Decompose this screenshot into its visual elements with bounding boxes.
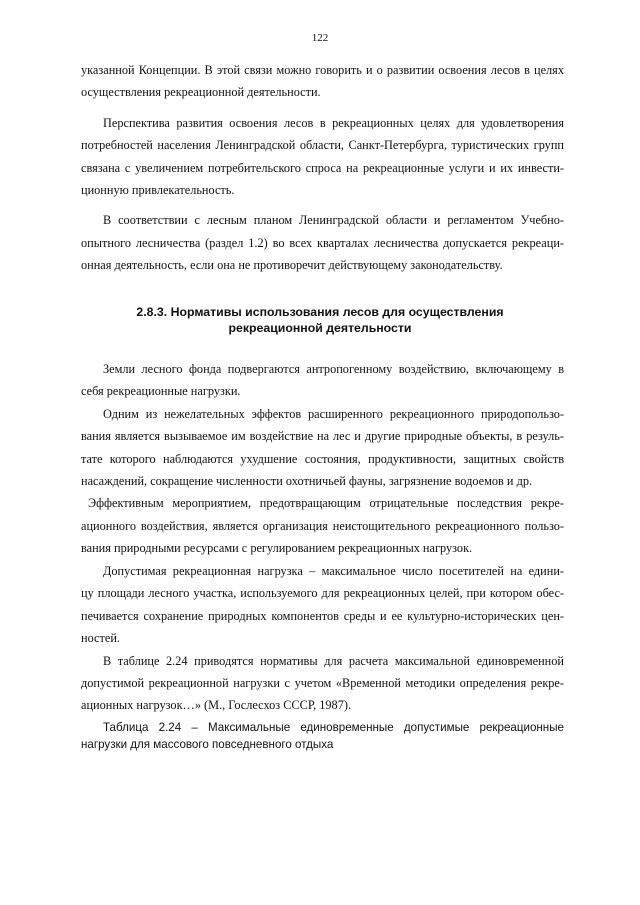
text-line: Одним из нежелательных эффектов расширенного рекреационного природопользо-	[103, 407, 564, 421]
text-line: онная деятельность, если она не противоречит действующему законодательству.	[81, 258, 503, 272]
heading-line: 2.8.3. Нормативы использования лесов для осуществления	[136, 305, 504, 319]
text-line: связана с увеличением потребительского спроса на рекреационные услуги и их инвести-	[81, 161, 564, 175]
text-line: В соответствии с лесным планом Ленинградской области и регламентом Учебно-	[103, 213, 564, 227]
text-line: насаждений, сокращение численности охотничьей фауны, загрязнение водоемов и др.	[81, 474, 533, 488]
text-line: вания природными ресурсами с регулированием рекреационных нагрузок.	[81, 541, 473, 555]
text-line: допустимой рекреационной нагрузки с учетом «Временной методики определения рекре-	[81, 676, 564, 690]
heading-line: рекреационной деятельности	[228, 321, 412, 335]
text-line: В таблице 2.24 приводятся нормативы для расчета максимальной единовременной	[103, 654, 564, 668]
text-line: Эффективным мероприятием, предотвращающим отрицательные последствия рекре-	[88, 496, 564, 510]
text-line: вания является вызываемое им воздействие на лес и другие природные объекты, в резуль-	[81, 429, 564, 443]
page-number: 122	[311, 32, 329, 44]
text-line: указанной Концепции. В этой связи можно говорить и о развитии освоения лесов в целях	[81, 63, 564, 77]
caption-line: нагрузки для массового повседневного отдыха	[81, 738, 334, 751]
text-line: опытного лесничества (раздел 1.2) во всех кварталах лесничества допускается рекреаци-	[81, 236, 564, 250]
text-line: цу площади лесного участка, используемого для рекреационных целей, при котором обес-	[81, 586, 564, 600]
text-line: печивается сохранение природных компонентов среды и ее культурно-исторических цен-	[81, 609, 564, 623]
text-line: ционную привлекательность.	[81, 183, 235, 197]
text-line: потребностей населения Ленинградской области, Санкт-Петербурга, туристических групп	[81, 138, 564, 152]
text-line: ационных нагрузок…» (М., Гослесхоз СССР, 1987).	[81, 698, 352, 712]
text-line: осуществления рекреационной деятельности.	[81, 85, 321, 99]
caption-line: Таблица 2.24 – Максимальные единовременные допустимые рекреационные	[103, 721, 564, 734]
text-line: себя рекреационные нагрузки.	[81, 384, 241, 398]
text-line: тате которого наблюдаются ухудшение состояния, продуктивности, защитных свойств	[81, 452, 564, 466]
text-line: ностей.	[81, 631, 120, 645]
text-line: ационного воздействия, является организация неистощительного рекреационного пользо-	[81, 519, 564, 533]
text-line: Перспектива развития освоения лесов в рекреационных целях для удовлетворения	[103, 116, 564, 130]
text-line: Допустимая рекреационная нагрузка – максимальное число посетителей на едини-	[103, 564, 564, 578]
text-line: Земли лесного фонда подвергаются антропогенному воздействию, включающему в	[103, 362, 564, 376]
